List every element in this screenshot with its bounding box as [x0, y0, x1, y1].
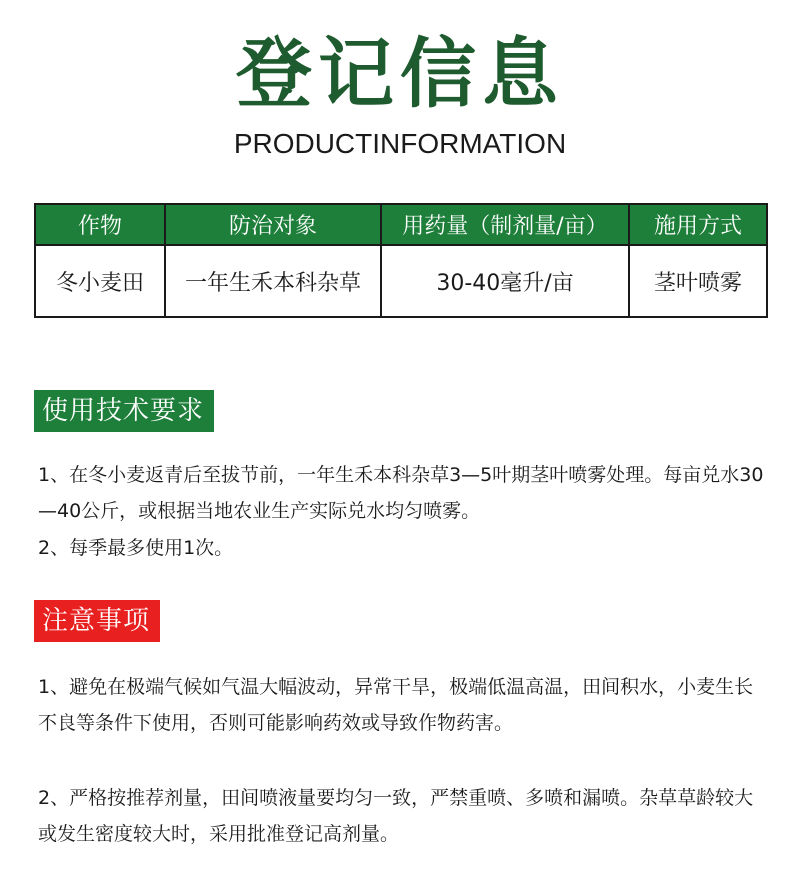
notes-item: 1、避免在极端气候如气温大幅波动，异常干旱，极端低温高温，田间积水，小麦生长不良等条件下使用，否则可能影响药效或导致作物药害。 — [38, 676, 754, 734]
header-crop: 作物 — [35, 204, 165, 245]
header-method: 施用方式 — [629, 204, 767, 245]
table-header-row — [35, 204, 767, 245]
cell-crop: 冬小麦田 — [35, 245, 165, 317]
page-subtitle: PRODUCTINFORMATION — [233, 128, 567, 159]
cell-method: 茎叶喷雾 — [629, 245, 767, 317]
notes-section-label: 注意事项 — [34, 600, 160, 642]
header-dosage: 用药量（制剂量/亩） — [381, 204, 629, 245]
usage-item: 1、在冬小麦返青后至拔节前，一年生禾本科杂草3—5叶期茎叶喷雾处理。每亩兑水30—40公斤，或根据当地农业生产实际兑水均匀喷雾。 — [38, 464, 764, 522]
usage-section-label: 使用技术要求 — [34, 390, 214, 432]
cell-dosage: 30-40毫升/亩 — [381, 245, 629, 317]
notes-item: 2、严格按推荐剂量，田间喷液量要均匀一致，严禁重喷、多喷和漏喷。杂草草龄较大或发生密度较大时，采用批准登记高剂量。 — [38, 787, 754, 845]
usage-item: 2、每季最多使用1次。 — [38, 537, 234, 559]
cell-target: 一年生禾本科杂草 — [165, 245, 381, 317]
header-target: 防治对象 — [165, 204, 381, 245]
page-title: 登记信息 — [236, 29, 564, 118]
table-row — [35, 245, 767, 317]
registration-table — [34, 203, 768, 318]
